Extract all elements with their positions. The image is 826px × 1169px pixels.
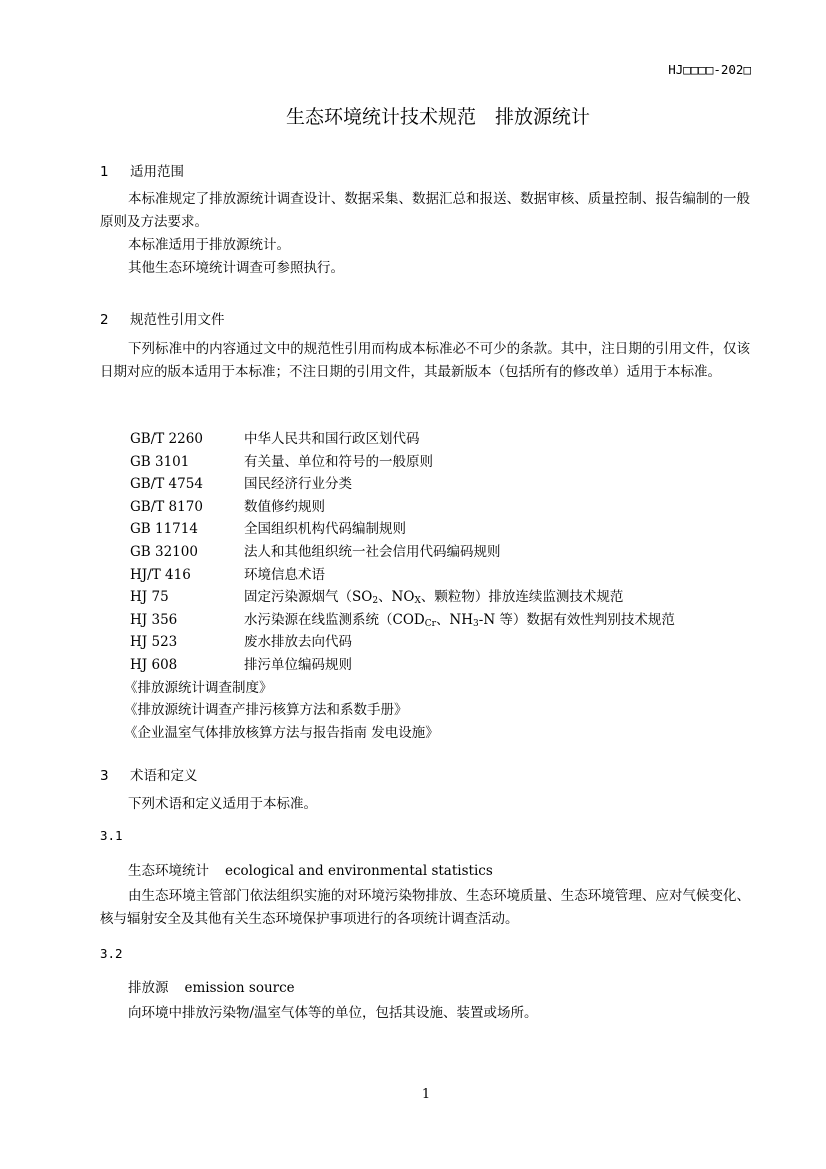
reference-title: 数值修约规则 (244, 498, 325, 515)
reference-code: HJ/T 416 (130, 566, 191, 583)
reference-item (130, 541, 675, 564)
reference-title: 法人和其他组织统一社会信用代码编码规则 (244, 543, 501, 560)
reference-code: GB 32100 (130, 543, 198, 560)
reference-item (130, 654, 675, 677)
subscript: 3 (473, 618, 479, 629)
reference-item (130, 428, 675, 451)
reference-code: GB/T 4754 (130, 476, 203, 493)
section-1-heading (100, 160, 184, 180)
reference-code: GB/T 2260 (130, 431, 203, 447)
page-number: 1 (421, 1087, 431, 1102)
section-title: 适用范围 (130, 164, 184, 180)
section-number: 2 (100, 312, 109, 328)
term-heading (128, 976, 295, 996)
reference-item (130, 586, 675, 609)
section-title: 规范性引用文件 (130, 312, 225, 328)
paragraph: 下列标准中的内容通过文中的规范性引用而构成本标准必不可少的条款。其中，注日期的引用文件，仅该日期对应的版本适用于本标准；不注日期的引用文件，其最新版本（包括所有的修改单）适用于本标准。 (100, 341, 750, 380)
term-number: 3.2 (100, 946, 123, 961)
section-3-heading (100, 764, 198, 784)
section-3-intro (100, 793, 750, 816)
section-number: 3 (100, 768, 109, 784)
term-definition (100, 885, 750, 931)
term-english: emission source (184, 980, 295, 996)
reference-list (124, 428, 675, 744)
section-2-intro (100, 338, 750, 384)
reference-code: HJ 75 (130, 589, 169, 606)
reference-title-part: 、NO (378, 589, 415, 606)
paragraph: 向环境中排放污染物/温室气体等的单位，包括其设施、装置或场所。 (128, 1005, 538, 1021)
reference-title: 中华人民共和国行政区划代码 (244, 431, 420, 447)
section-title: 术语和定义 (130, 768, 198, 784)
term-name: 生态环境统计 (128, 863, 209, 879)
paragraph: 由生态环境主管部门依法组织实施的对环境污染物排放、生态环境质量、生态环境管理、应对气候变化、核与辐射安全及其他有关生态环境保护事项进行的各项统计调查活动。 (100, 888, 750, 927)
reference-code: HJ 608 (130, 656, 178, 673)
reference-code: GB 11714 (130, 521, 198, 538)
reference-code: HJ 356 (130, 611, 178, 628)
subscript: X (414, 596, 421, 607)
reference-title: 全国组织机构代码编制规则 (244, 521, 406, 538)
term-name: 排放源 (128, 980, 169, 996)
term-english: ecological and environmental statistics (225, 863, 493, 879)
reference-item (130, 564, 675, 587)
reference-item (130, 609, 675, 632)
reference-title: 废水排放去向代码 (244, 634, 352, 651)
reference-item (130, 496, 675, 519)
reference-code: GB/T 8170 (130, 498, 203, 515)
subscript: 2 (372, 596, 379, 607)
reference-title: 国民经济行业分类 (244, 476, 352, 493)
section-1-body (100, 188, 750, 280)
extra-reference: 《排放源统计调查产排污核算方法和系数手册》 (124, 702, 408, 719)
extra-reference: 《排放源统计调查制度》 (124, 679, 273, 696)
extra-reference: 《企业温室气体排放核算方法与报告指南 发电设施》 (124, 724, 439, 741)
paragraph: 本标准适用于排放源统计。 (128, 237, 290, 253)
reference-code: HJ 523 (130, 634, 178, 651)
paragraph: 下列术语和定义适用于本标准。 (128, 796, 317, 812)
reference-title: 排污单位编码规则 (244, 656, 352, 673)
page-title: 生态环境统计技术规范 排放源统计 (285, 106, 590, 128)
reference-item (130, 631, 675, 654)
reference-title-part: 水污染源在线监测系统（COD (244, 611, 425, 628)
reference-item (130, 518, 675, 541)
reference-title (244, 589, 623, 605)
reference-title-part: 固定污染源烟气（SO (244, 589, 373, 606)
term-heading (128, 859, 493, 879)
reference-title (244, 612, 675, 628)
subscript: Cr (424, 618, 436, 629)
section-number: 1 (100, 164, 109, 180)
paragraph: 其他生态环境统计调查可参照执行。 (128, 260, 344, 276)
reference-title-part: 、NH (435, 611, 474, 628)
paragraph: 本标准规定了排放源统计调查设计、数据采集、数据汇总和报送、数据审核、质量控制、报告编制的一般原则及方法要求。 (100, 191, 750, 230)
reference-item (130, 451, 675, 474)
document-code: HJ□□□□-202□ (668, 62, 751, 77)
term-number: 3.1 (100, 828, 123, 843)
reference-title-part: -N 等）数据有效性判别技术规范 (478, 611, 675, 628)
section-2-heading (100, 308, 225, 328)
term-definition (100, 1002, 750, 1025)
reference-title: 环境信息术语 (244, 566, 325, 583)
reference-item (130, 473, 675, 496)
reference-code: GB 3101 (130, 453, 190, 470)
reference-title-part: 、颗粒物）排放连续监测技术规范 (420, 589, 624, 606)
reference-title: 有关量、单位和符号的一般原则 (244, 453, 433, 470)
